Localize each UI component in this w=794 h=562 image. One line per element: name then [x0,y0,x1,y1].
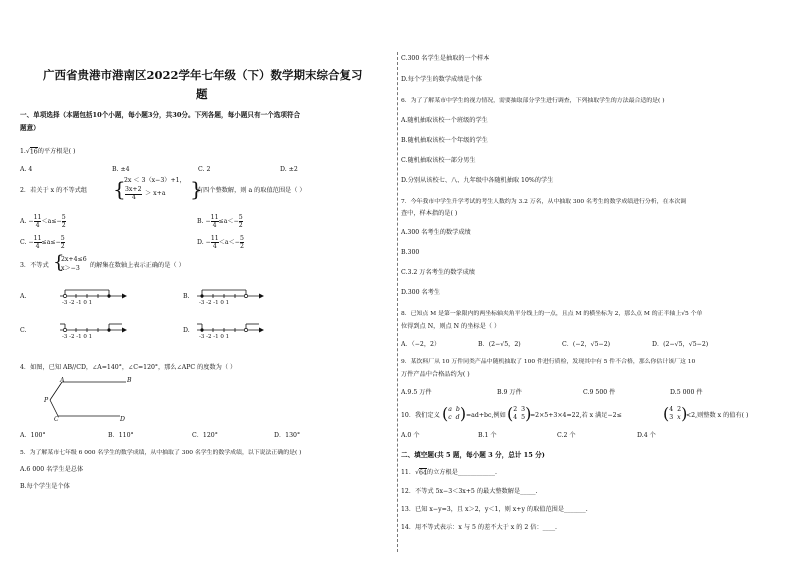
q4-option-c: C．120° [192,432,218,439]
q4-point-d: D [120,416,125,423]
q1-option-c: C. 2 [198,166,211,173]
q2-stem-text: 有四个整数解，则 a 的取值范围是（ ） [197,187,306,194]
q5-option-b: B.每个学生是个体 [20,483,70,490]
section1-heading-continued: 题意） [20,124,40,132]
q3-option-a-label: A. [20,293,27,300]
q3-option-b-label: B. [183,293,190,300]
q4-point-b: B [127,377,132,384]
q4-option-b: B．110° [108,432,134,439]
q14-stem: 14．用不等式表示：x 与 5 的差不大于 x 的 2 倍：____. [401,524,558,531]
q10-matrix-x: (4 2 3 x) [663,404,688,423]
brace-right-icon: } [190,177,203,201]
q2-system-line1: 2x ＜ 3（x−3）+1， [124,177,186,184]
q6-stem: 6．为了了解某市中学生的视力情况，需要抽取部分学生进行调查，下列抽取学生的方法最合适的是( ) [401,98,665,104]
brace-icon: { [113,177,126,201]
q3-option-a-ticks: -3 -2 -1 0 1 [62,300,93,306]
q5-option-a: A.6 000 名学生是总体 [20,466,84,473]
q6-option-a: A.随机抽取该校一个班级的学生 [401,117,488,124]
q13-stem: 13．已知 x−y=3，且 x＞2，y＜1，则 x+y 的取值范围是_______. [401,506,588,513]
q7-stem: 7．今年我市中学生升学考试的考生人数约为 3.2 万名，从中抽取 300 名考生的数学成绩进行分析，在本次调 [401,199,687,205]
q8-stem-continued: 位得到点 N，则点 N 的坐标是（ ） [401,323,501,330]
q3-system-line1: 2x+4≤6 [61,256,87,263]
q9-stem: 9．某饮料厂从 10 万件同类产品中随机抽取了 100 件进行质检，发现其中有 5 件不合格，那么你估计该厂这 10 [401,359,696,365]
q10-option-b: B.1 个 [478,432,497,439]
q11-stem: 11．√64的立方根是____________. [401,469,497,476]
q2-option-a: A. − $\frac{11}{4}$ ＜a≤− $\frac{5}{2}$ [20,214,66,229]
q10-stem-mid: =ad+bc,例如 [466,412,506,419]
q1-option-b: B. ±4 [112,166,130,173]
q6-option-d: D.分别从该校七、八、九年级中各随机抽取 10%的学生 [401,177,554,184]
q8-option-a: A．（−2，2） [401,341,441,348]
q1-number: 1. [20,148,26,155]
q5-stem: 5．为了解某市七年级 6 000 名学生的数学成绩，从中抽取了 300 名学生的数学成绩，以下说法正确的是( ) [20,450,302,456]
q1-stem-text: 的平方根是( ) [37,148,76,155]
q10-matrix-example: (2 3 4 5) [507,404,532,423]
q5-option-c: C.300 名学生是抽取的一个样本 [401,55,490,62]
q10-option-d: D.4 个 [637,432,656,439]
q12-stem: 12．不等式 5x−3＜3x+5 的最大整数解是_____. [401,488,538,495]
q10-stem-text: <2,则整数 x 的值有( ) [686,412,749,419]
q3-option-d-ticks: -3 -2 -1 0 1 [199,334,230,340]
q7-option-a: A.300 名考生的数学成绩 [401,229,471,236]
q4-point-p: P [44,397,49,404]
q6-option-b: B.随机抽取该校一个年级的学生 [401,137,488,144]
q1-stem [20,148,75,156]
q9-option-a: A.9.5 万件 [401,389,432,396]
q2-system-line2-num: 3x+2 [125,186,142,193]
sqrt-icon: √ [25,148,30,155]
q4-option-a: A．100° [20,432,46,439]
q7-option-d: D.300 名考生 [401,289,441,296]
section1-heading: 一、单项选择（本题包括10个小题，每小题3分，共30分。下列各题，每小题只有一个选项符合 [20,111,301,119]
column-divider [397,52,398,552]
q9-option-b: B.9 万件 [497,389,522,396]
q5-option-d: D.每个学生的数学成绩是个体 [401,76,482,83]
q3-option-d-label: D. [183,327,190,334]
q3-stem: 3．不等式 [20,262,49,269]
q10-matrix-abcd: (a b c d) [442,404,467,423]
q1-radicand: 16 [29,148,38,155]
q8-option-d: D．(2−√5，√5−2) [652,341,709,348]
q3-option-c-ticks: -3 -2 -1 0 1 [62,334,93,340]
q9-stem-continued: 万件产品中合格品约为( ) [401,371,470,378]
page-title-continued: 题 [196,87,208,101]
q10-option-c: C.2 个 [557,432,576,439]
q4-option-d: D．130° [274,432,301,439]
q3-system-line2: x＞−3 [61,265,80,272]
q2-stem: 2．若关于 x 的不等式组 [20,187,88,194]
q7-stem-continued: 查中，样本指的是( ) [401,210,458,217]
q2-option-d: D. − $\frac{11}{4}$ ＜a＜− $\frac{5}{2}$ [197,235,244,250]
q2-system-line2-den: 4 [132,194,136,201]
q3-option-b-ticks: -3 -2 -1 0 1 [199,300,230,306]
q2-option-c: C. − $\frac{11}{4}$ ≤a≤− $\frac{5}{2}$ [20,235,65,250]
q1-option-d: D. ±2 [280,166,298,173]
q7-option-c: C.3.2 万名考生的数学成绩 [401,269,475,276]
q9-option-d: D.5 000 件 [670,389,703,396]
section2-heading: 二、填空题(共 5 题，每小题 3 分，总计 15 分) [401,451,545,459]
q4-point-c: C [54,416,59,423]
q7-option-b: B.300 [401,249,420,256]
q4-point-a: A [60,377,65,384]
q3-stem-text: 的解集在数轴上表示正确的是（ ） [90,262,185,269]
q6-option-c: C.随机抽取该校一部分男生 [401,157,476,164]
q9-option-c: C.9 500 件 [583,389,616,396]
brace-icon: { [53,252,65,273]
q1-option-a: A. 4 [20,166,33,173]
sqrt-icon: √ [415,469,420,476]
q10-option-a: A.0 个 [401,432,420,439]
q10-stem: 10．我们定义 [401,412,440,419]
q2-system-line2-rhs: ＞ x+a [145,190,166,197]
q3-option-c-label: C. [20,327,27,334]
q4-stem: 4．如图，已知 AB//CD，∠A=140°，∠C=120°，那么∠APC 的度数为（ ） [20,364,237,371]
q8-option-c: C．(−2，√5−2) [562,341,611,348]
q8-option-b: B．(2−√5，2) [478,341,521,348]
q2-option-b: B. − $\frac{11}{4}$ ≤a＜− $\frac{5}{2}$ [197,214,243,229]
page-title: 广西省贵港市港南区2022学年七年级（下）数学期末综合复习 [43,68,363,82]
q8-stem: 8．已知点 M 是第一象限内的两坐标轴夹角平分线上的一点，且点 M 的横坐标为 2，那么点 M 的正半轴上√5 个单 [401,311,703,317]
q10-stem-mid2: =2×5+3×4=22,若 x 满足−2≤ [530,412,622,419]
